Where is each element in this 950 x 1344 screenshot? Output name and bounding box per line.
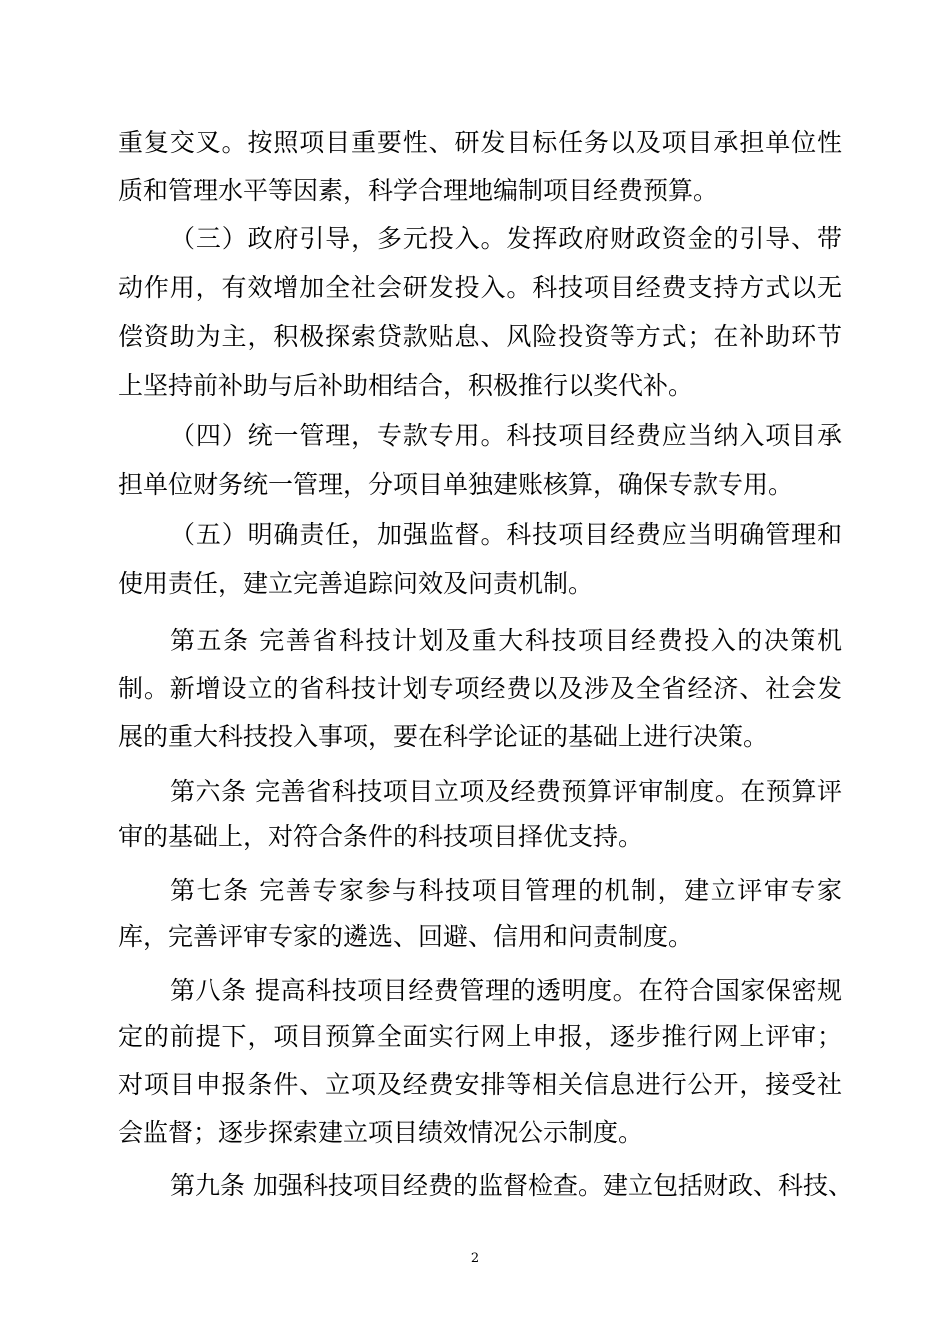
paragraph-line: 使用责任，建立完善追踪问效及问责机制。 (118, 569, 594, 598)
paragraph-line: （四）统一管理，专款专用。科技项目经费应当纳入项目承 (170, 421, 842, 450)
article-line: 第七条 完善专家参与科技项目管理的机制，建立评审专家 (170, 876, 842, 905)
paragraph-line: 动作用，有效增加全社会研发投入。科技项目经费支持方式以无 (118, 273, 842, 302)
paragraph-line: 上坚持前补助与后补助相结合，积极推行以奖代补。 (118, 371, 694, 400)
article-line: 第五条 完善省科技计划及重大科技项目经费投入的决策机 (170, 626, 842, 655)
page-number: 2 (470, 1251, 480, 1266)
article-line: 对项目申报条件、立项及经费安排等相关信息进行公开，接受社 (118, 1070, 842, 1099)
paragraph-line: （三）政府引导，多元投入。发挥政府财政资金的引导、带 (170, 224, 842, 253)
article-line: 库，完善评审专家的遴选、回避、信用和问责制度。 (118, 922, 694, 951)
article-line: 第六条 完善省科技项目立项及经费预算评审制度。在预算评 (170, 777, 842, 806)
article-line: 定的前提下，项目预算全面实行网上申报，逐步推行网上评审； (118, 1022, 842, 1051)
article-line: 审的基础上，对符合条件的科技项目择优支持。 (118, 822, 644, 851)
article-line: 会监督；逐步探索建立项目绩效情况公示制度。 (118, 1118, 644, 1147)
paragraph-line: 偿资助为主，积极探索贷款贴息、风险投资等方式；在补助环节 (118, 322, 842, 351)
paragraph-line: 质和管理水平等因素，科学合理地编制项目经费预算。 (118, 176, 719, 205)
paragraph-line: （五）明确责任，加强监督。科技项目经费应当明确管理和 (170, 520, 842, 549)
paragraph-line: 担单位财务统一管理，分项目单独建账核算，确保专款专用。 (118, 470, 794, 499)
article-line: 第八条 提高科技项目经费管理的透明度。在符合国家保密规 (170, 976, 842, 1005)
paragraph-line: 重复交叉。按照项目重要性、研发目标任务以及项目承担单位性 (118, 128, 842, 157)
article-line: 制。新增设立的省科技计划专项经费以及涉及全省经济、社会发 (118, 674, 842, 703)
article-line: 展的重大科技投入事项，要在科学论证的基础上进行决策。 (118, 722, 769, 751)
article-line: 第九条 加强科技项目经费的监督检查。建立包括财政、科技、 (170, 1171, 853, 1200)
